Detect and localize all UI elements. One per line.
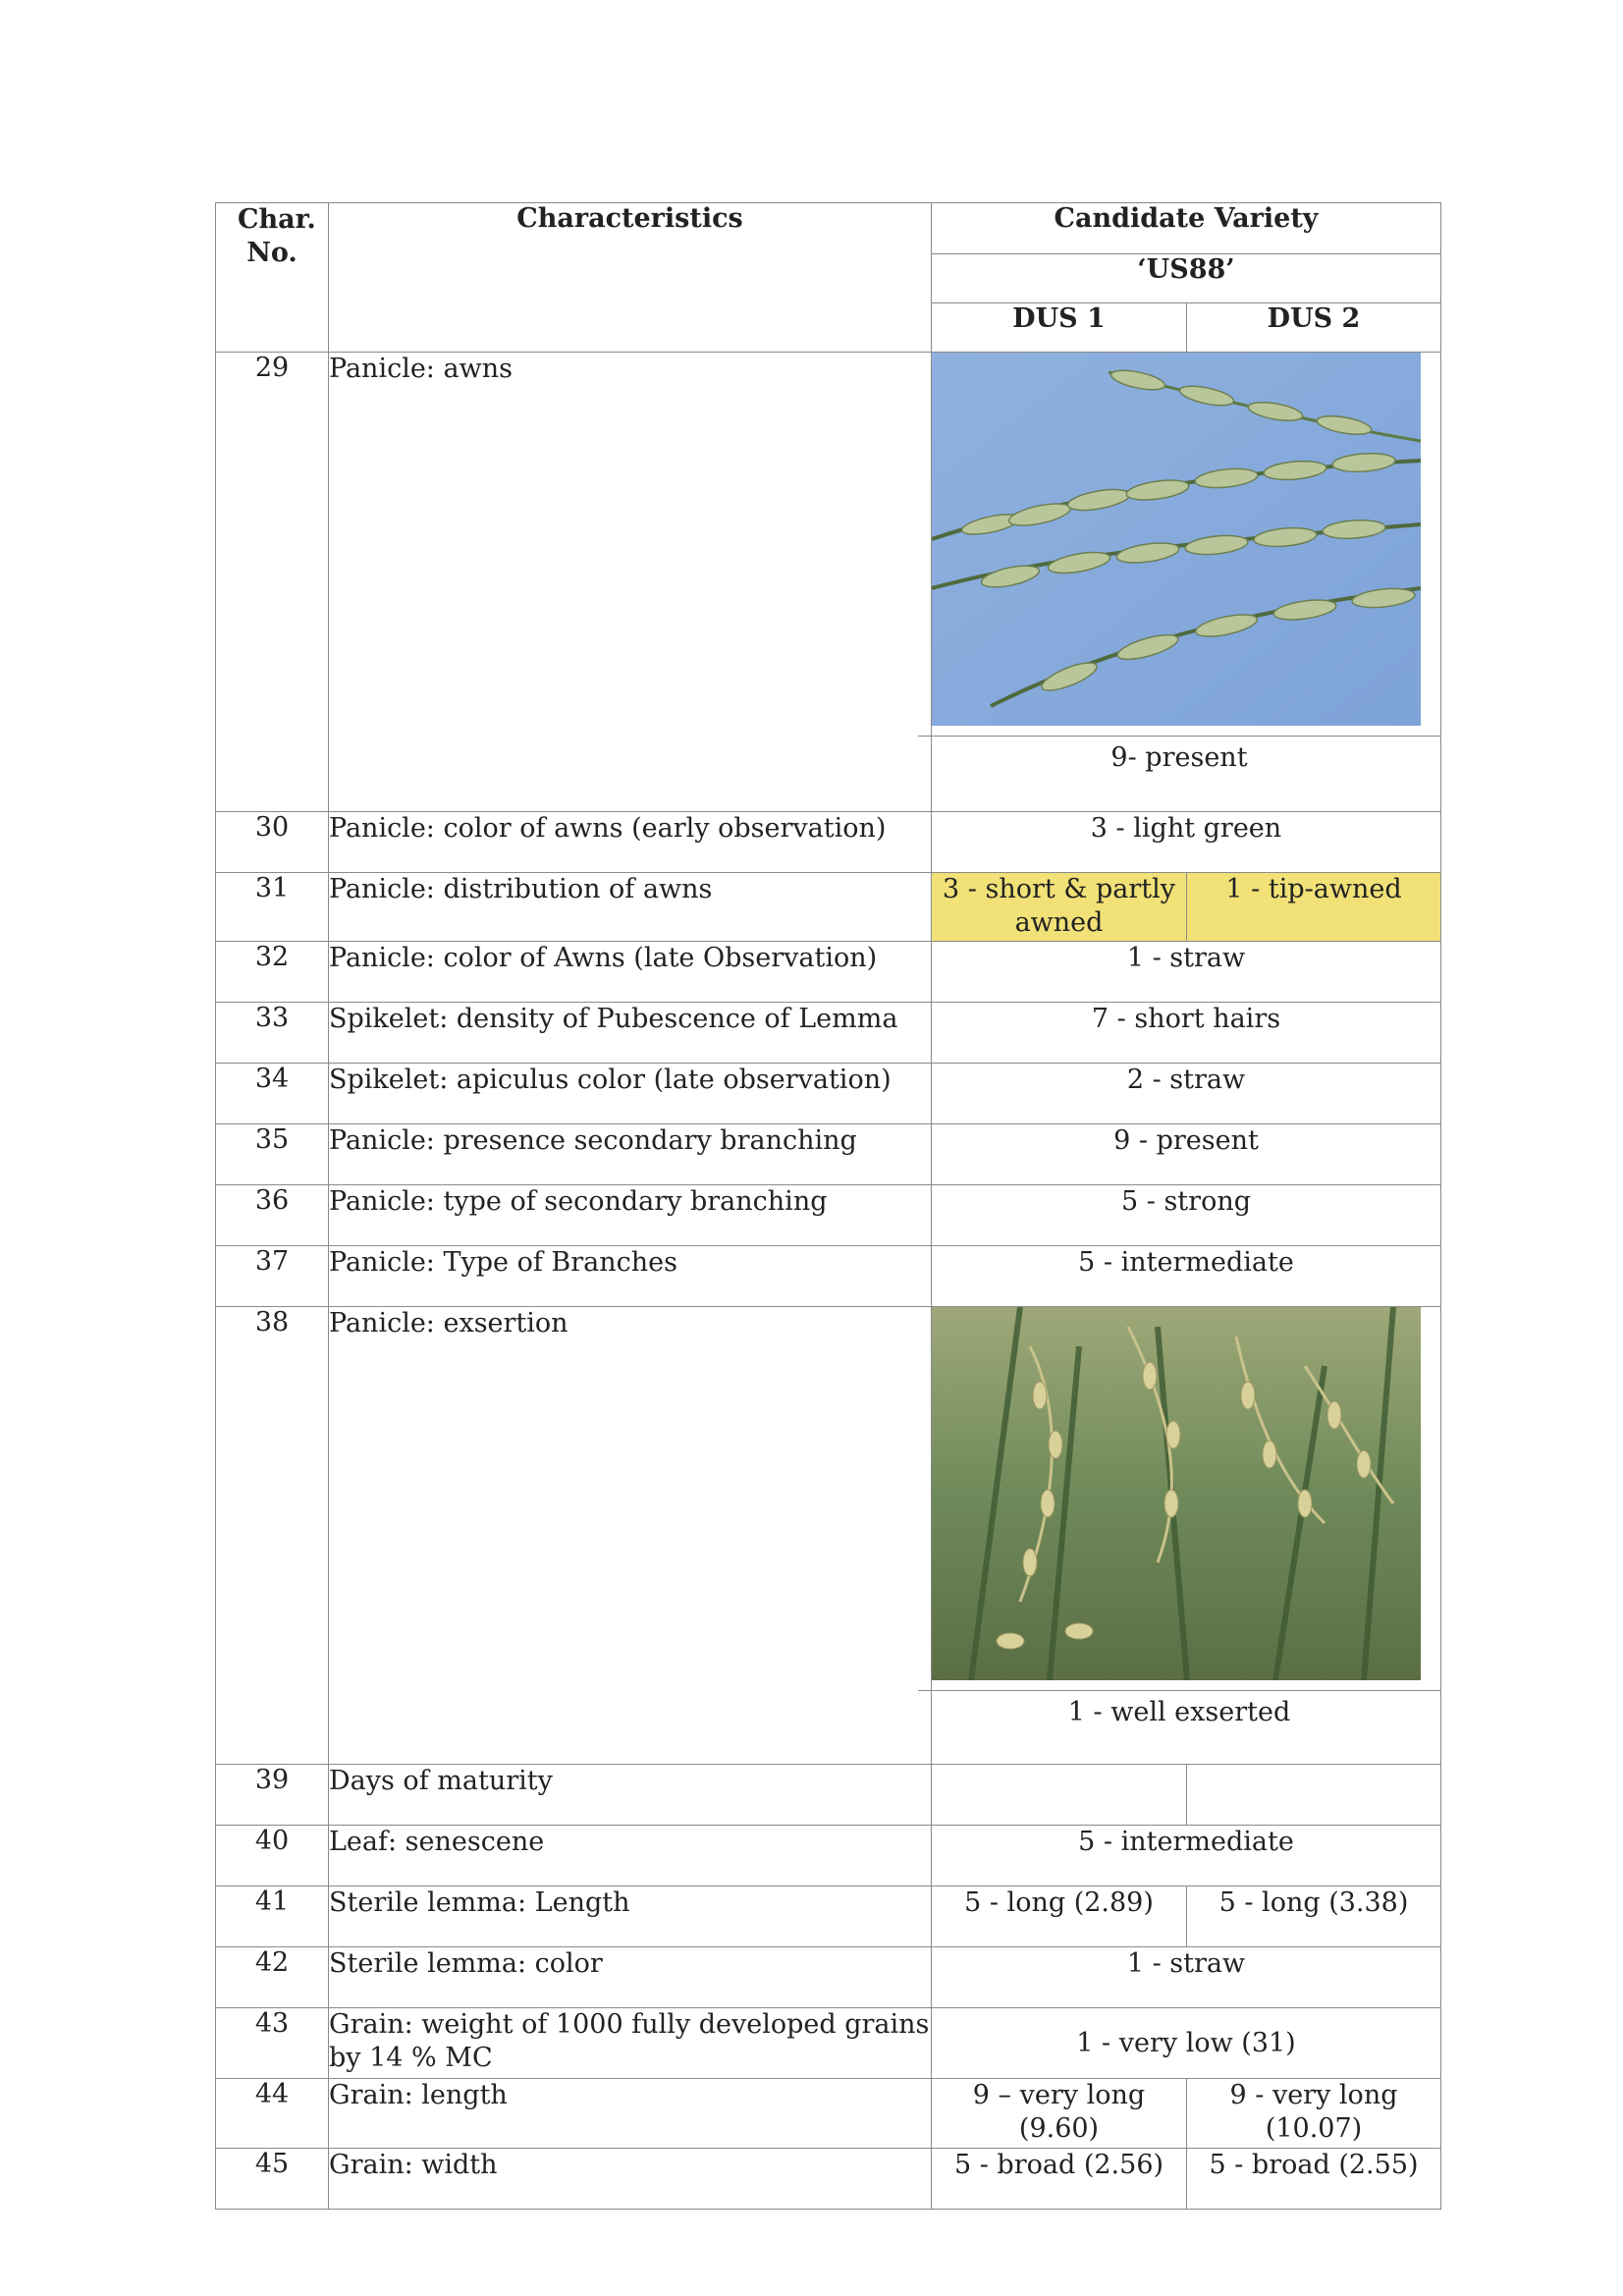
table-row [216, 1307, 1441, 1765]
exsertion-photo [932, 1307, 1421, 1680]
row-value-dus1: 5 - long (2.89) [932, 1886, 1187, 1947]
row-value: 5 - intermediate [932, 1826, 1441, 1886]
row-value: 1 - well exserted [918, 1690, 1440, 1731]
header-candidate-variety: Candidate Variety [932, 203, 1441, 254]
row-value-dus2: 5 - broad (2.55) [1187, 2149, 1441, 2210]
table-row [216, 1064, 1441, 1124]
row-characteristic: Sterile lemma: Length [329, 1886, 932, 1947]
row-number: 33 [216, 1003, 329, 1064]
row-number: 38 [216, 1307, 329, 1765]
table-row [216, 1246, 1441, 1307]
row-characteristic: Panicle: Type of Branches [329, 1246, 932, 1307]
row-number: 34 [216, 1064, 329, 1124]
table-row [216, 1765, 1441, 1826]
row-characteristic: Sterile lemma: color [329, 1947, 932, 2008]
row-number: 44 [216, 2079, 329, 2149]
table-row [216, 1886, 1441, 1947]
table-row [216, 2008, 1441, 2079]
row-value-dus1: 9 – very long (9.60) [932, 2079, 1187, 2149]
row-value-cell [932, 353, 1441, 812]
row-characteristic: Panicle: awns [329, 353, 932, 812]
row-number: 43 [216, 2008, 329, 2079]
table-row [216, 873, 1441, 942]
row-value: 2 - straw [932, 1064, 1441, 1124]
table-row [216, 942, 1441, 1003]
row-number: 45 [216, 2149, 329, 2210]
row-characteristic: Panicle: presence secondary branching [329, 1124, 932, 1185]
row-number: 32 [216, 942, 329, 1003]
row-characteristic: Days of maturity [329, 1765, 932, 1826]
row-number: 35 [216, 1124, 329, 1185]
header-dus1: DUS 1 [932, 303, 1187, 353]
row-value-dus1: 5 - broad (2.56) [932, 2149, 1187, 2210]
table-row [216, 2149, 1441, 2210]
row-characteristic: Grain: weight of 1000 fully developed grains by 14 % MC [329, 2008, 932, 2079]
row-characteristic: Spikelet: density of Pubescence of Lemma [329, 1003, 932, 1064]
table-row [216, 1003, 1441, 1064]
row-characteristic: Leaf: senescene [329, 1826, 932, 1886]
row-value-dus2: 9 - very long (10.07) [1187, 2079, 1441, 2149]
row-value: 1 - straw [932, 1947, 1441, 2008]
row-number: 29 [216, 353, 329, 812]
row-number: 36 [216, 1185, 329, 1246]
row-value-dus2 [1187, 1765, 1441, 1826]
row-number: 37 [216, 1246, 329, 1307]
row-value: 5 - strong [932, 1185, 1441, 1246]
row-number: 41 [216, 1886, 329, 1947]
table-row [216, 2079, 1441, 2149]
row-characteristic: Spikelet: apiculus color (late observation) [329, 1064, 932, 1124]
row-value-cell [932, 1307, 1441, 1765]
row-number: 30 [216, 812, 329, 873]
table-row [216, 1947, 1441, 2008]
row-value: 3 - light green [932, 812, 1441, 873]
row-number: 40 [216, 1826, 329, 1886]
awns-photo [932, 353, 1421, 726]
row-number: 31 [216, 873, 329, 942]
row-value: 7 - short hairs [932, 1003, 1441, 1064]
row-number: 39 [216, 1765, 329, 1826]
row-characteristic: Panicle: distribution of awns [329, 873, 932, 942]
header-dus2: DUS 2 [1187, 303, 1441, 353]
row-characteristic: Grain: width [329, 2149, 932, 2210]
row-value: 9 - present [932, 1124, 1441, 1185]
table-row [216, 812, 1441, 873]
row-characteristic: Grain: length [329, 2079, 932, 2149]
header-variety-name: ‘US88’ [932, 254, 1441, 303]
row-value-dus2: 5 - long (3.38) [1187, 1886, 1441, 1947]
row-value: 5 - intermediate [932, 1246, 1441, 1307]
header-char-no: Char. No. [216, 203, 329, 353]
row-number: 42 [216, 1947, 329, 2008]
row-characteristic: Panicle: type of secondary branching [329, 1185, 932, 1246]
row-characteristic: Panicle: exsertion [329, 1307, 932, 1765]
characteristics-table [215, 202, 1441, 2210]
header-characteristics: Characteristics [329, 203, 932, 353]
row-value: 1 - straw [932, 942, 1441, 1003]
table-row [216, 1826, 1441, 1886]
row-value-dus1: 3 - short & partly awned [932, 873, 1187, 942]
row-value: 1 - very low (31) [932, 2008, 1441, 2079]
row-value-dus1 [932, 1765, 1187, 1826]
row-characteristic: Panicle: color of Awns (late Observation) [329, 942, 932, 1003]
row-characteristic: Panicle: color of awns (early observation) [329, 812, 932, 873]
table-row [216, 353, 1441, 812]
table-row [216, 1185, 1441, 1246]
table-row [216, 1124, 1441, 1185]
row-value: 9- present [918, 736, 1440, 777]
row-value-dus2: 1 - tip-awned [1187, 873, 1441, 942]
